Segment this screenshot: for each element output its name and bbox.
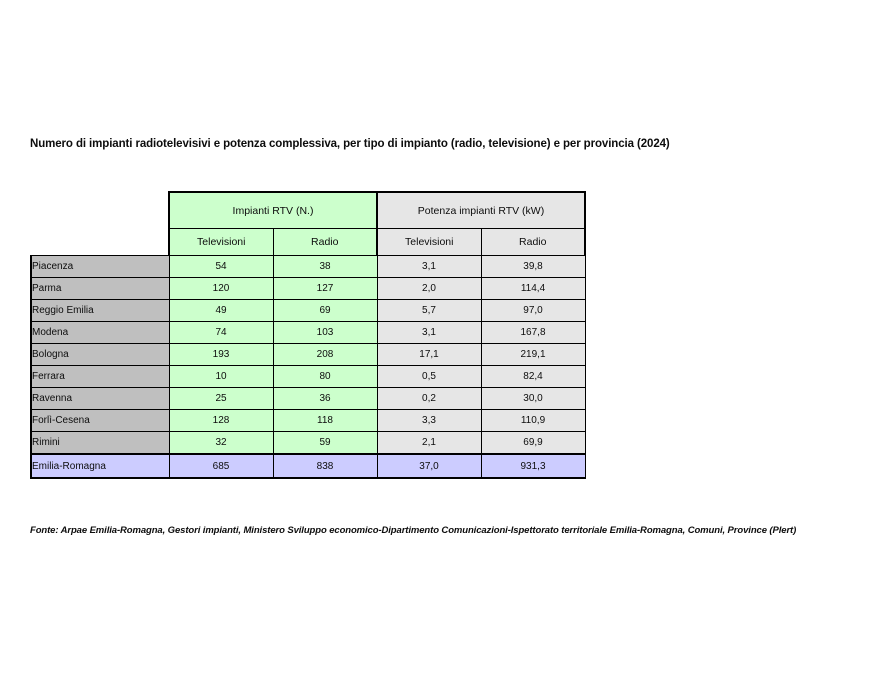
row-label-piacenza: Piacenza [31,256,169,278]
cell-impianti-radio: 103 [273,322,377,344]
cell-impianti-televisioni: 128 [169,410,273,432]
cell-potenza-televisioni: 17,1 [377,344,481,366]
row-label-ferrara: Ferrara [31,366,169,388]
table-row [31,410,585,432]
row-label-parma: Parma [31,278,169,300]
group-header-impianti: Impianti RTV (N.) [169,192,377,229]
cell-potenza-televisioni: 0,2 [377,388,481,410]
cell-impianti-televisioni: 49 [169,300,273,322]
table-row [31,388,585,410]
cell-impianti-radio: 127 [273,278,377,300]
cell-impianti-televisioni: 193 [169,344,273,366]
sub-header-impianti-radio: Radio [273,229,377,256]
row-label-emilia-romagna: Emilia-Romagna [31,454,169,478]
total-potenza-televisioni: 37,0 [377,454,481,478]
table-row [31,300,585,322]
table-row [31,366,585,388]
cell-impianti-radio: 59 [273,432,377,455]
group-header-row [31,192,585,229]
table-row [31,256,585,278]
sub-header-impianti-televisioni: Televisioni [169,229,273,256]
table-total-row [31,454,585,478]
cell-potenza-radio: 167,8 [481,322,585,344]
table-row [31,432,585,455]
cell-impianti-televisioni: 10 [169,366,273,388]
cell-potenza-televisioni: 3,1 [377,256,481,278]
cell-impianti-radio: 80 [273,366,377,388]
cell-potenza-radio: 30,0 [481,388,585,410]
table-row [31,322,585,344]
corner-blank-cell-2 [31,229,169,256]
sub-header-potenza-radio: Radio [481,229,585,256]
rtv-statistics-table [30,191,586,479]
cell-potenza-televisioni: 0,5 [377,366,481,388]
cell-impianti-radio: 38 [273,256,377,278]
table-head [31,192,585,256]
cell-potenza-televisioni: 2,1 [377,432,481,455]
cell-potenza-radio: 39,8 [481,256,585,278]
table-container [30,191,586,479]
total-potenza-radio: 931,3 [481,454,585,478]
row-label-modena: Modena [31,322,169,344]
cell-impianti-televisioni: 25 [169,388,273,410]
page-title: Numero di impianti radiotelevisivi e potenza complessiva, per tipo di impianto (radio, televisione) e per provincia (2024) [30,138,670,150]
sub-header-potenza-televisioni: Televisioni [377,229,481,256]
total-impianti-radio: 838 [273,454,377,478]
cell-impianti-radio: 69 [273,300,377,322]
cell-impianti-televisioni: 120 [169,278,273,300]
row-label-reggio-emilia: Reggio Emilia [31,300,169,322]
cell-potenza-radio: 69,9 [481,432,585,455]
cell-impianti-televisioni: 74 [169,322,273,344]
cell-potenza-radio: 110,9 [481,410,585,432]
cell-potenza-radio: 97,0 [481,300,585,322]
table-body [31,256,585,479]
total-impianti-televisioni: 685 [169,454,273,478]
source-note: Fonte: Arpae Emilia-Romagna, Gestori impianti, Ministero Sviluppo economico-Dipartimento Comunicazioni-Ispettorato territoriale Emilia-Romagna, Comuni, Province (Plert) [30,525,797,536]
cell-impianti-radio: 36 [273,388,377,410]
row-label-rimini: Rimini [31,432,169,455]
cell-potenza-televisioni: 5,7 [377,300,481,322]
cell-impianti-televisioni: 54 [169,256,273,278]
table-row [31,344,585,366]
sub-header-row [31,229,585,256]
group-header-potenza: Potenza impianti RTV (kW) [377,192,585,229]
row-label-forli-cesena: Forlì-Cesena [31,410,169,432]
table-row [31,278,585,300]
cell-potenza-televisioni: 3,3 [377,410,481,432]
cell-impianti-radio: 118 [273,410,377,432]
cell-impianti-radio: 208 [273,344,377,366]
cell-potenza-televisioni: 2,0 [377,278,481,300]
cell-impianti-televisioni: 32 [169,432,273,455]
cell-potenza-radio: 219,1 [481,344,585,366]
row-label-bologna: Bologna [31,344,169,366]
cell-potenza-televisioni: 3,1 [377,322,481,344]
cell-potenza-radio: 82,4 [481,366,585,388]
cell-potenza-radio: 114,4 [481,278,585,300]
corner-blank-cell [31,192,169,229]
row-label-ravenna: Ravenna [31,388,169,410]
